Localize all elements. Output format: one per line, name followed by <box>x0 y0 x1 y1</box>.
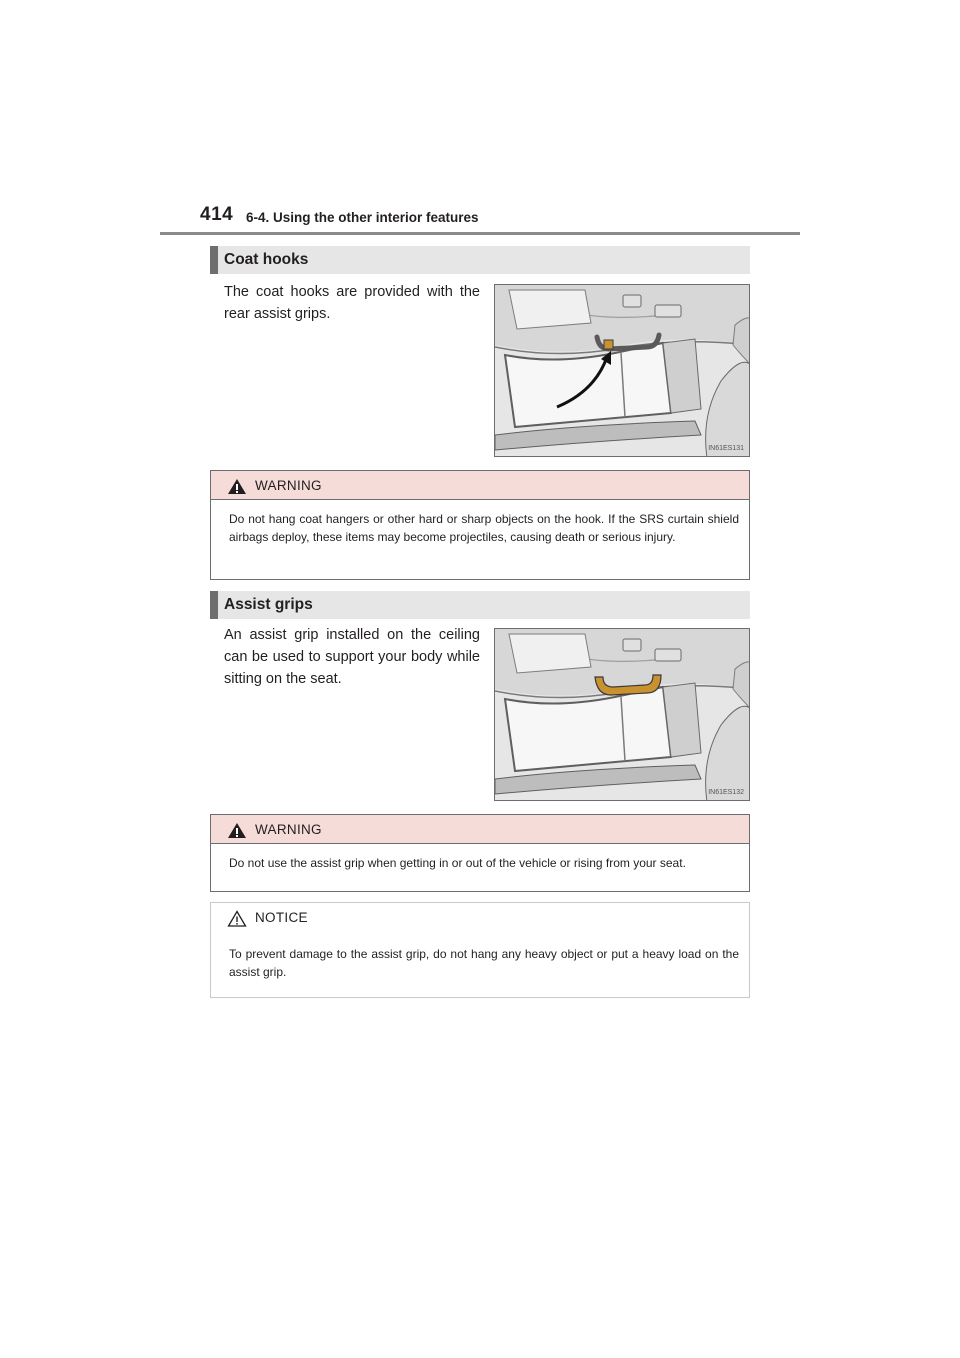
assist-grips-heading <box>210 591 750 619</box>
coat-hooks-warning-box <box>210 470 750 580</box>
assist-grip-illustration <box>494 628 750 801</box>
warning-label: WARNING <box>255 822 322 837</box>
warning-label: WARNING <box>255 478 322 493</box>
warning-header <box>211 471 749 500</box>
warning-triangle-icon <box>227 478 247 495</box>
assist-grips-description: An assist grip installed on the ceiling can be used to support your body while sitting on the seat. <box>224 627 480 687</box>
notice-text: To prevent damage to the assist grip, do not hang any heavy object or put a heavy load on the assist grip. <box>229 947 739 979</box>
page-number: 414 <box>200 204 234 225</box>
coat-hooks-heading-text: Coat hooks <box>224 251 309 268</box>
warning-triangle-icon <box>227 822 247 839</box>
notice-label: NOTICE <box>255 910 308 925</box>
header-rule <box>160 232 800 235</box>
assist-grips-heading-text: Assist grips <box>224 596 313 613</box>
coat-hooks-description: The coat hooks are provided with the rear assist grips. <box>224 284 480 322</box>
section-title: 6-4. Using the other interior features <box>246 210 479 225</box>
figure-code: IN61ES131 <box>708 445 744 452</box>
warning-text: Do not hang coat hangers or other hard or sharp objects on the hook. If the SRS curtain shield airbags deploy, these items may become projectiles, causing death or serious injury. <box>229 512 739 544</box>
notice-box <box>210 902 750 998</box>
coat-hook-illustration <box>494 284 750 457</box>
figure-code: IN61ES132 <box>708 789 744 796</box>
assist-grips-warning-box <box>210 814 750 892</box>
warning-text: Do not use the assist grip when getting in or out of the vehicle or rising from your seat. <box>229 856 686 870</box>
notice-triangle-icon <box>227 910 247 927</box>
warning-header <box>211 815 749 844</box>
coat-hooks-heading <box>210 246 750 274</box>
notice-header <box>211 903 749 932</box>
